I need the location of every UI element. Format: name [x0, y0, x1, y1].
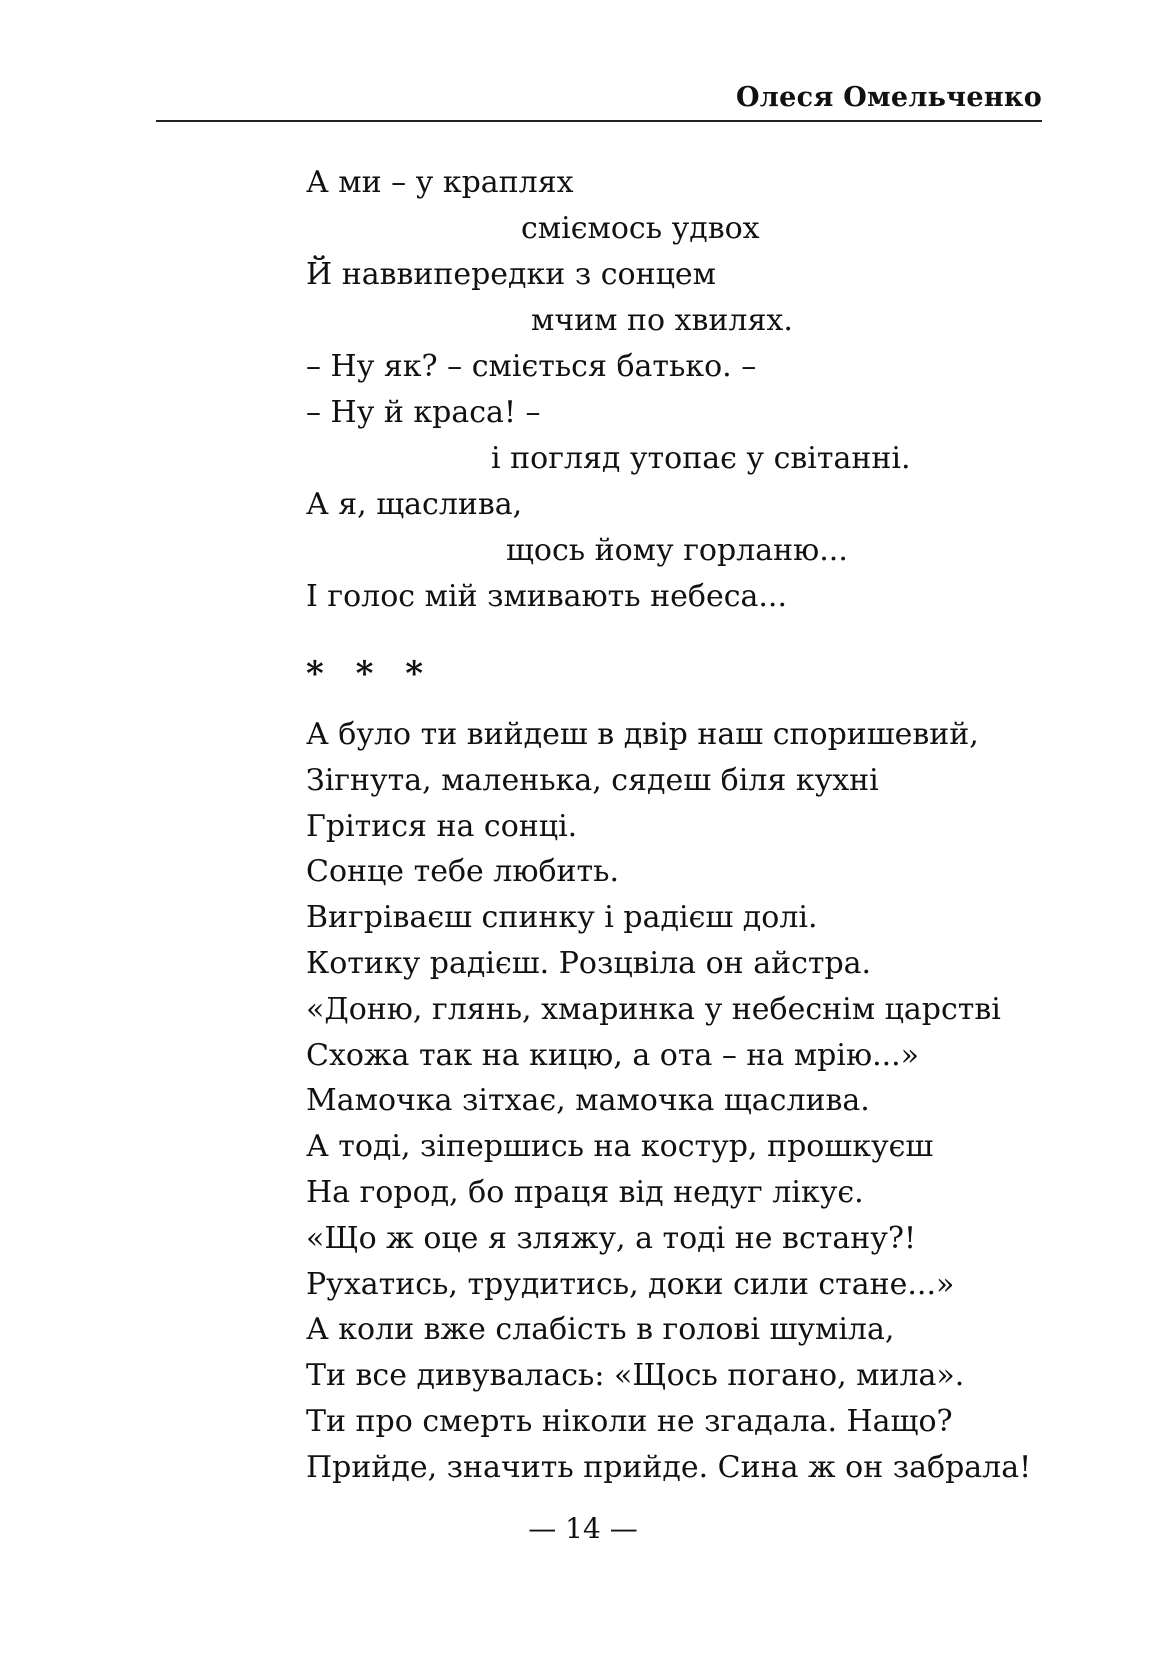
poem-line: – Ну як? – сміється батько. –	[306, 349, 757, 384]
poem-line: сміємось удвох	[521, 211, 760, 246]
poem-line: Мамочка зітхає, мамочка щаслива.	[306, 1083, 870, 1119]
poem-line: «Доню, глянь, хмаринка у небеснім царстві	[306, 991, 1001, 1027]
poem-line: Ти про смерть ніколи не згадала. Нащо?	[306, 1403, 953, 1439]
poem-line: А коли вже слабість в голові шуміла,	[306, 1312, 895, 1348]
poem-line: І голос мій змивають небеса...	[306, 579, 787, 614]
poem-line: – Ну й краса! –	[306, 395, 541, 430]
poem-line: Ти все дивувалась: «Щось погано, мила».	[306, 1358, 965, 1394]
poem-line: Схожа так на кицю, а ота – на мрію...»	[306, 1037, 920, 1073]
poem-line: і погляд утопає у світанні.	[491, 441, 911, 476]
page-number: — 14 —	[528, 1512, 638, 1545]
poem-line: На город, бо праця від недуг лікує.	[306, 1174, 864, 1210]
poem-line: мчим по хвилях.	[531, 303, 793, 338]
poem-line: «Що ж оце я зляжу, а тоді не встану?!	[306, 1220, 917, 1256]
running-header	[156, 78, 1042, 122]
poem-line: А було ти вийдеш в двір наш споришевий,	[306, 717, 979, 752]
author-name: Олеся Омельченко	[735, 82, 1042, 113]
poem-line: Зігнута, маленька, сядеш біля кухні	[306, 762, 879, 798]
poem-line: Й наввипередки з сонцем	[306, 257, 716, 292]
poem-fragment	[306, 160, 1026, 620]
section-separator: * * *	[306, 654, 434, 694]
poem-line: Рухатись, трудитись, доки сили стане...»	[306, 1266, 955, 1302]
poem-line: А я, щаслива,	[306, 487, 523, 522]
poem-line: Сонце тебе любить.	[306, 854, 619, 890]
poem-line: Котику радієш. Розцвіла он айстра.	[306, 945, 872, 981]
poem-line: А тоді, зіпершись на костур, прошкуєш	[306, 1129, 934, 1165]
poem-line: Вигріваєш спинку і радієш долі.	[306, 900, 818, 936]
poem-line: щось йому горланю...	[506, 533, 848, 568]
poem-line: Прийде, значить прийде. Сина ж он забрала!	[306, 1449, 1032, 1485]
poem	[306, 712, 1032, 1491]
poem-line: Грітися на сонці.	[306, 808, 578, 844]
poem-line: А ми – у краплях	[306, 165, 574, 200]
